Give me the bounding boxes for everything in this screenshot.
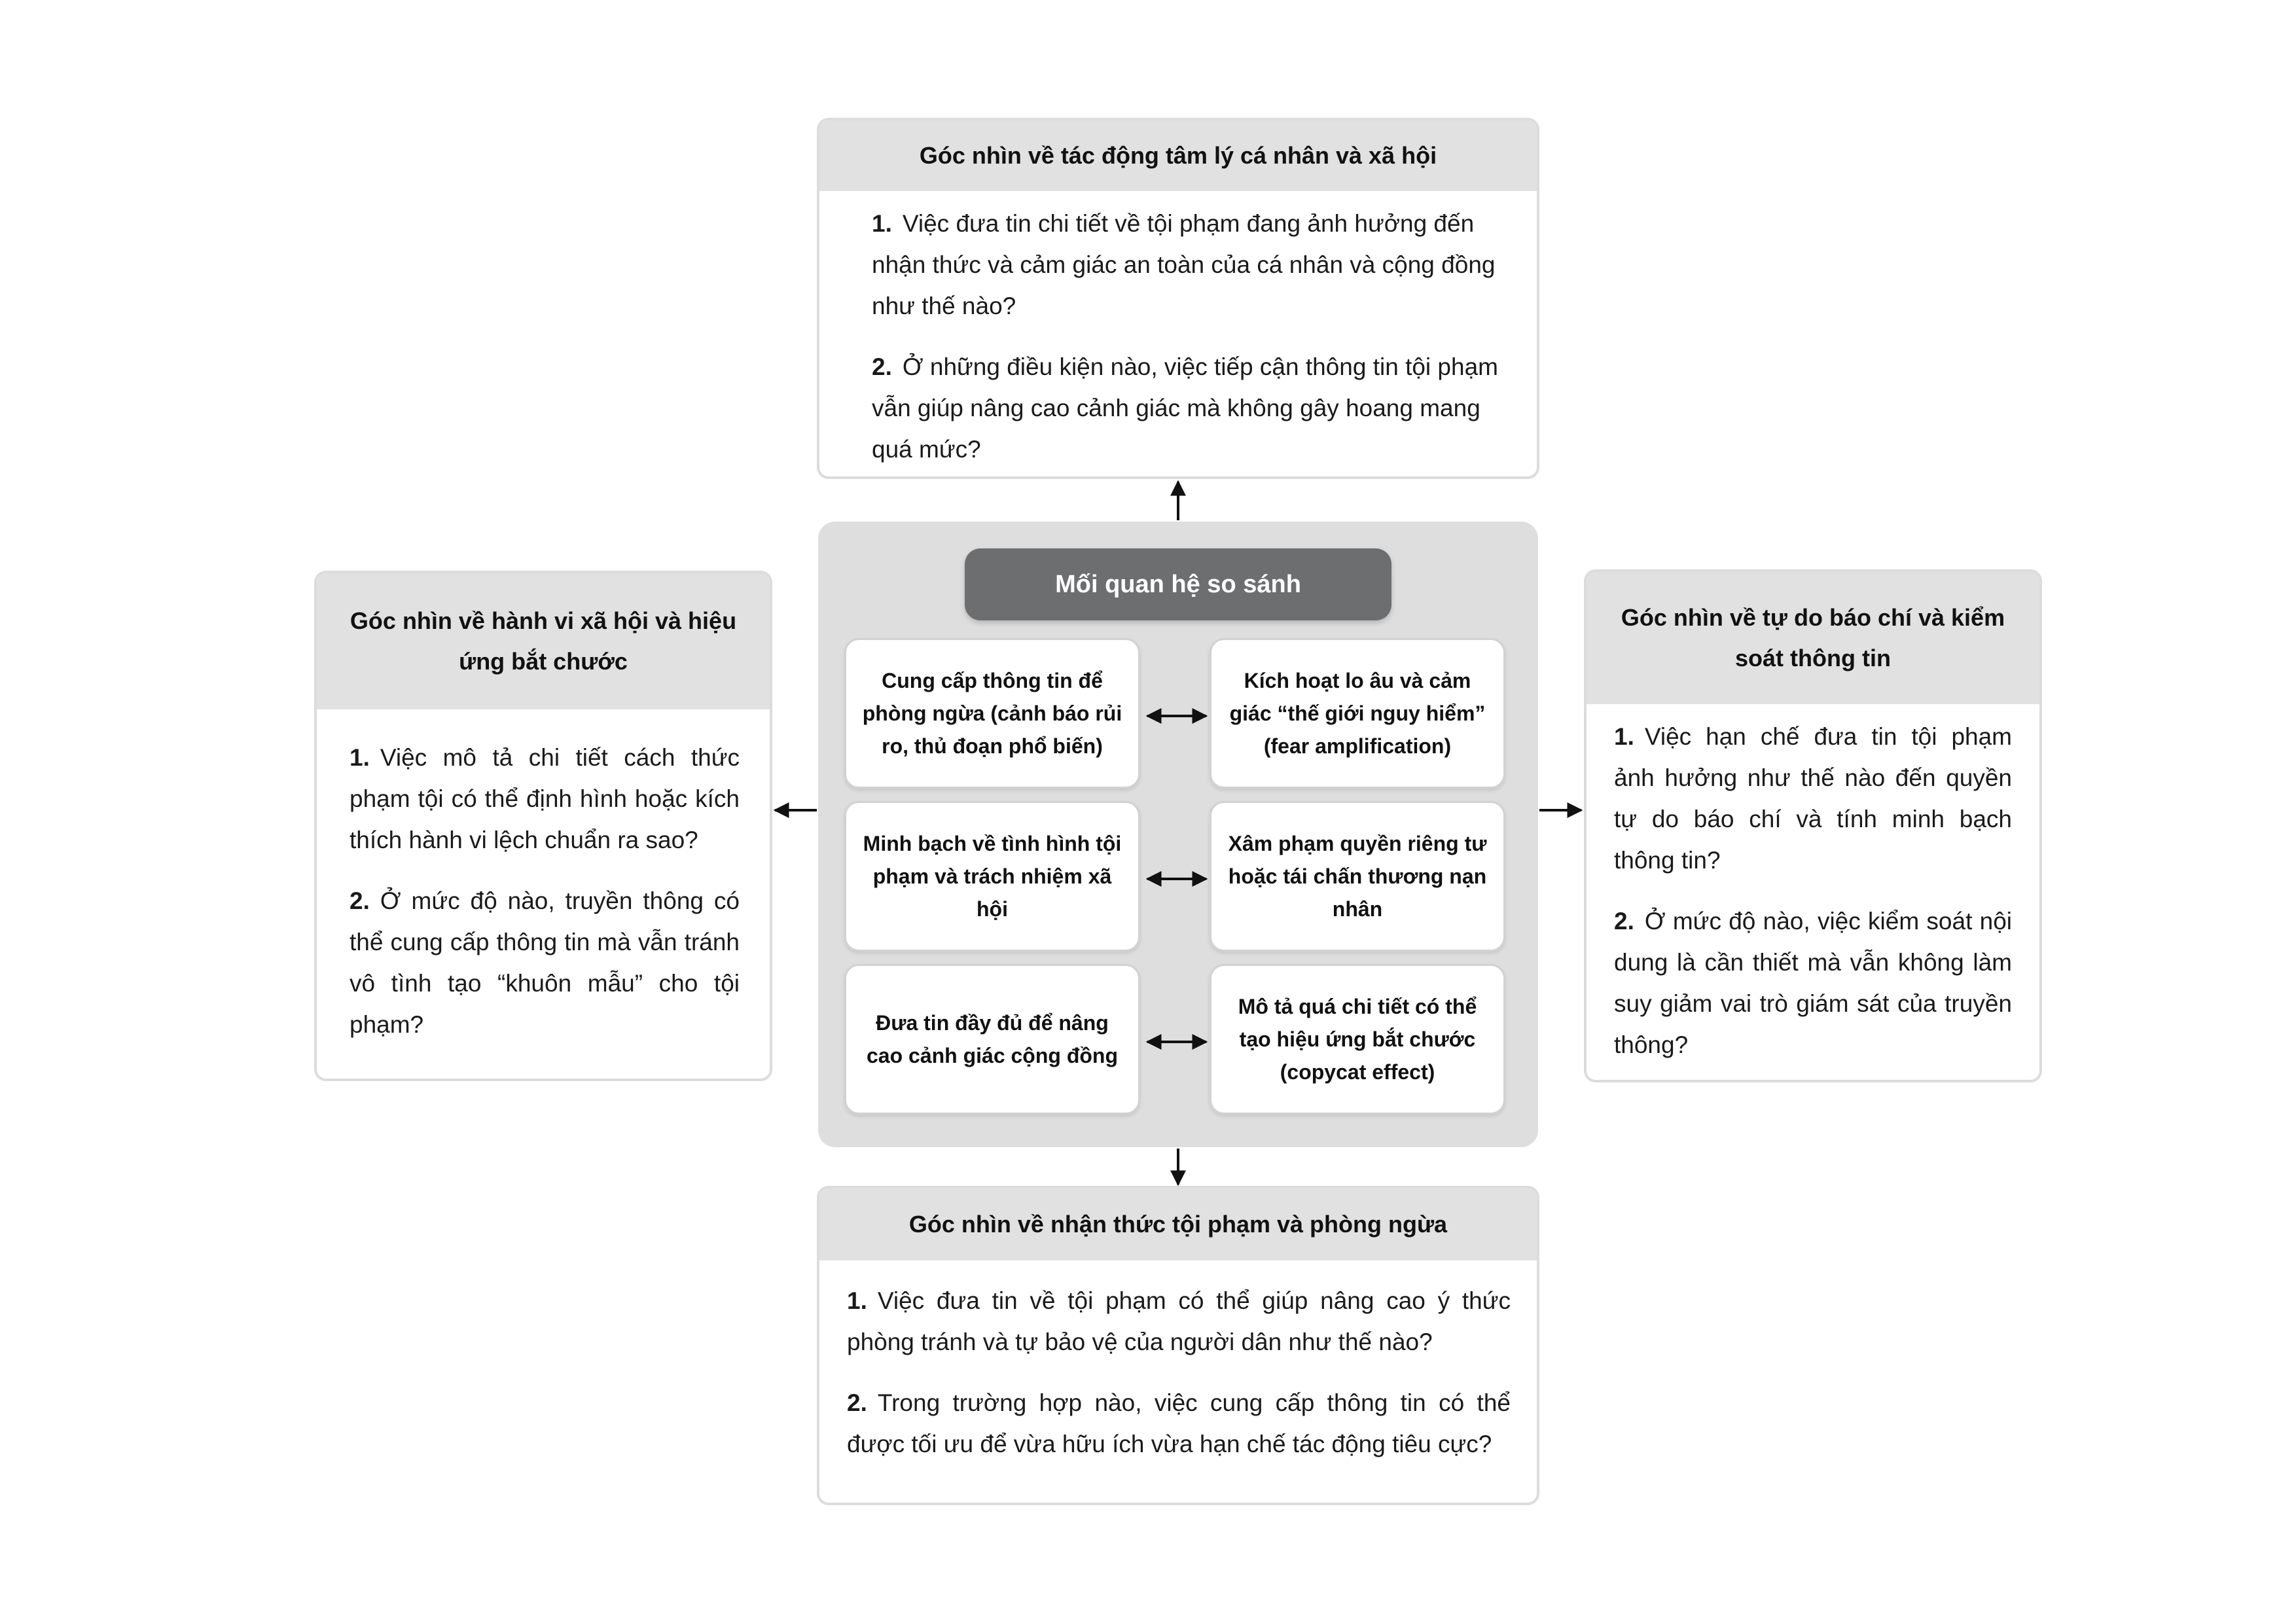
panel-title: Góc nhìn về tác động tâm lý cá nhân và xã hội — [819, 120, 1537, 191]
panel-title: Góc nhìn về tự do báo chí và kiểm soát thông tin — [1587, 572, 2039, 704]
question-text: Ở những điều kiện nào, việc tiếp cận thông tin tội phạm vẫn giúp nâng cao cảnh giác mà không gây hoang mang quá mức? — [872, 353, 1498, 463]
question-text: Ở mức độ nào, việc kiểm soát nội dung là cần thiết mà vẫn không làm suy giảm vai trò giám sát của truyền thông? — [1614, 908, 2012, 1058]
question-number: 1. — [847, 1287, 867, 1314]
question-number: 2. — [1614, 908, 1634, 935]
panel-title: Góc nhìn về hành vi xã hội và hiệu ứng bắt chước — [317, 573, 770, 709]
comparison-card-right-3: Mô tả quá chi tiết có thể tạo hiệu ứng bắt chước (copycat effect) — [1210, 964, 1505, 1115]
comparison-card-left-2: Minh bạch về tình hình tội phạm và trách nhiệm xã hội — [844, 801, 1140, 952]
question-text: Trong trường hợp nào, việc cung cấp thông tin có thể được tối ưu để vừa hữu ích vừa hạn chế tác động tiêu cực? — [847, 1389, 1511, 1457]
question-number: 2. — [847, 1389, 867, 1416]
question-text: Việc hạn chế đưa tin tội phạm ảnh hưởng như thế nào đến quyền tự do báo chí và tính minh bạch thông tin? — [1614, 723, 2012, 874]
comparison-card-left-3: Đưa tin đầy đủ để nâng cao cảnh giác cộng đồng — [844, 964, 1140, 1115]
comparison-title: Mối quan hệ so sánh — [965, 548, 1391, 620]
question-text: Việc mô tả chi tiết cách thức phạm tội có thể định hình hoặc kích thích hành vi lệch chuẩn ra sao? — [350, 744, 740, 853]
question-number: 1. — [350, 744, 370, 771]
question-number: 1. — [872, 210, 892, 237]
comparison-card-right-1: Kích hoạt lo âu và cảm giác “thế giới nguy hiểm” (fear amplification) — [1210, 638, 1505, 789]
panel-title: Góc nhìn về nhận thức tội phạm và phòng ngừa — [819, 1188, 1537, 1260]
question-number: 2. — [350, 887, 370, 914]
question-number: 2. — [872, 353, 892, 380]
question-text: Việc đưa tin về tội phạm có thể giúp nâng cao ý thức phòng tránh và tự bảo vệ của người dân như thế nào? — [847, 1287, 1511, 1355]
question-number: 1. — [1614, 723, 1634, 750]
question-text: Việc đưa tin chi tiết về tội phạm đang ảnh hưởng đến nhận thức và cảm giác an toàn của cá nhân và cộng đồng như thế nào? — [872, 210, 1496, 319]
comparison-card-left-1: Cung cấp thông tin để phòng ngừa (cảnh báo rủi ro, thủ đoạn phổ biến) — [844, 638, 1140, 789]
question-text: Ở mức độ nào, truyền thông có thể cung cấp thông tin mà vẫn tránh vô tình tạo “khuôn mẫu” cho tội phạm? — [350, 887, 740, 1038]
comparison-card-right-2: Xâm phạm quyền riêng tư hoặc tái chấn thương nạn nhân — [1210, 801, 1505, 952]
